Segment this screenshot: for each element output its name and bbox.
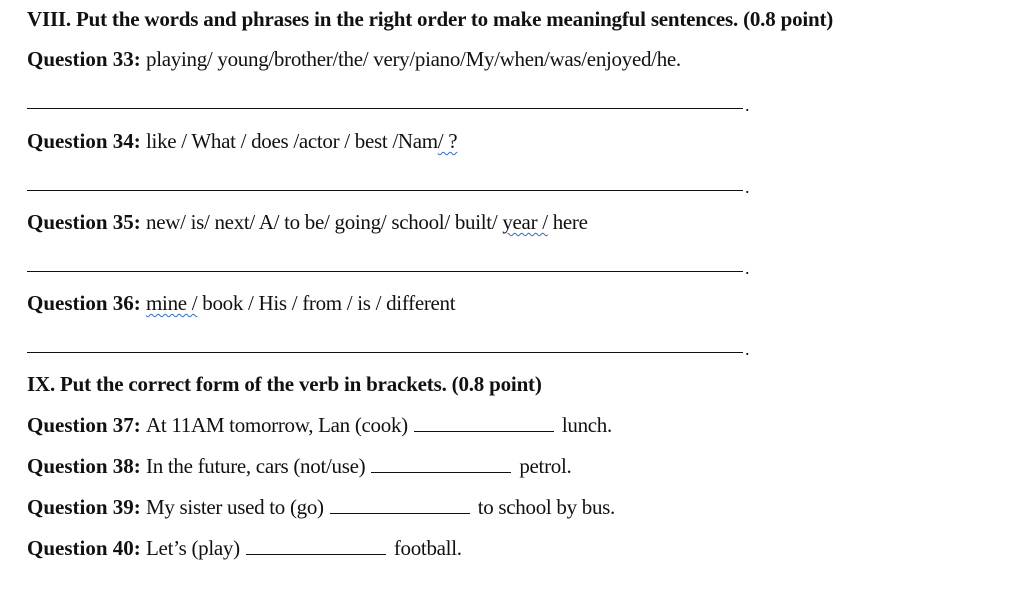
question-37: [27, 412, 612, 438]
question-label: Question 38:: [27, 454, 141, 478]
question-prompt: new/ is/ next/ A/ to be/ going/ school/ built/: [146, 210, 503, 234]
question-38: [27, 453, 571, 479]
question-prompt: My sister used to (go): [146, 495, 324, 519]
spellcheck-flag: mine /: [146, 291, 198, 315]
question-label: Question 35:: [27, 210, 141, 234]
spellcheck-flag: year /: [502, 210, 548, 234]
question-39: [27, 494, 615, 520]
question-prompt-rest: to school by bus.: [477, 495, 615, 519]
question-prompt-rest: petrol.: [519, 454, 572, 478]
question-label: Question 33:: [27, 47, 141, 71]
question-prompt: At 11AM tomorrow, Lan (cook): [146, 413, 408, 437]
question-prompt: playing/ young/brother/the/ very/piano/My/when/was/enjoyed/he.: [146, 47, 681, 71]
question-33: [27, 46, 681, 72]
answer-line-end: .: [745, 339, 750, 359]
section-ix-heading: IX. Put the correct form of the verb in brackets. (0.8 point): [27, 372, 542, 396]
question-label: Question 39:: [27, 495, 141, 519]
spellcheck-flag: / ?: [437, 129, 458, 153]
answer-blank-39[interactable]: [330, 495, 470, 514]
question-35: [27, 209, 588, 235]
answer-line-end: .: [745, 258, 750, 278]
section-viii-heading: VIII. Put the words and phrases in the right order to make meaningful sentences. (0.8 point): [27, 7, 834, 31]
question-40: [27, 535, 462, 561]
question-label: Question 40:: [27, 536, 141, 560]
question-prompt-rest: here: [547, 210, 588, 234]
answer-line-35[interactable]: [27, 271, 743, 272]
answer-line-end: .: [745, 177, 750, 197]
question-label: Question 34:: [27, 129, 141, 153]
question-36: [27, 290, 455, 316]
question-prompt: In the future, cars (not/use): [146, 454, 366, 478]
answer-line-36[interactable]: [27, 352, 743, 353]
question-34: [27, 128, 457, 154]
answer-line-34[interactable]: [27, 190, 743, 191]
question-prompt-rest: lunch.: [561, 413, 612, 437]
answer-line-33[interactable]: [27, 108, 743, 109]
question-prompt-rest: book / His / from / is / different: [197, 291, 456, 315]
question-label: Question 37:: [27, 413, 141, 437]
answer-blank-40[interactable]: [246, 536, 386, 555]
question-prompt-rest: football.: [393, 536, 462, 560]
question-prompt: Let’s (play): [146, 536, 240, 560]
question-label: Question 36:: [27, 291, 141, 315]
question-prompt: like / What / does /actor / best /Nam: [146, 129, 438, 153]
answer-line-end: .: [745, 95, 750, 115]
answer-blank-38[interactable]: [371, 454, 511, 473]
answer-blank-37[interactable]: [414, 413, 554, 432]
